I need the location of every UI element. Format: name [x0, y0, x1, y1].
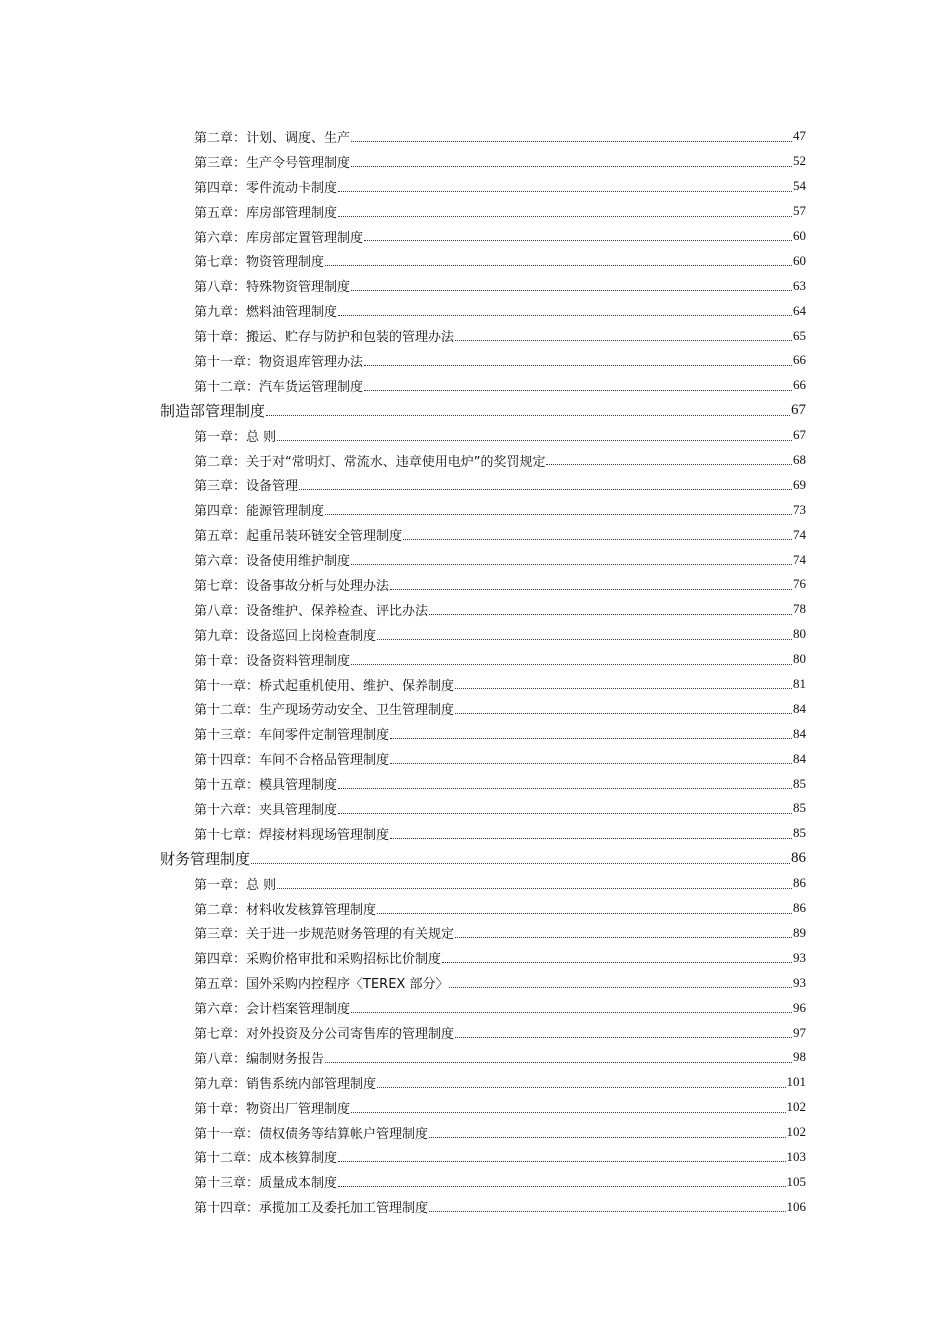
dot-leader [325, 513, 792, 515]
dot-leader [338, 812, 792, 814]
dot-leader [377, 1086, 785, 1088]
toc-entry-page-number: 101 [786, 1074, 806, 1090]
toc-entry-title: 第十章：物资出厂管理制度 [194, 1101, 351, 1117]
toc-entry-title: 第十三章：车间零件定制管理制度 [194, 728, 390, 744]
toc-entry-title: 第十章：设备资料管理制度 [194, 653, 351, 669]
toc-entry-title: 第三章：设备管理 [194, 479, 299, 495]
toc-entry-title: 第九章：燃料油管理制度 [194, 305, 338, 321]
toc-entry-title: 第十一章：债权债务等结算帐户管理制度 [194, 1126, 429, 1142]
dot-leader [546, 463, 792, 465]
toc-entry-page-number: 84 [793, 725, 806, 741]
dot-leader [455, 936, 792, 938]
toc-entry-title: 第九章：设备巡回上岗检查制度 [194, 628, 377, 644]
toc-entry-title: 第七章：对外投资及分公司寄售库的管理制度 [194, 1027, 455, 1042]
toc-entry-page-number: 96 [793, 999, 806, 1015]
toc-entry-title: 制造部管理制度 [160, 401, 266, 420]
toc-chapter-entry[interactable] [194, 696, 806, 721]
toc-chapter-entry[interactable] [194, 522, 806, 547]
toc-entry-page-number: 85 [793, 775, 806, 791]
toc-entry-page-number: 64 [793, 302, 806, 318]
dot-leader [277, 887, 792, 889]
toc-entry-page-number: 76 [793, 576, 806, 592]
toc-entry-title: 第二章：材料收发核算管理制度 [194, 902, 377, 918]
toc-entry-title: 第四章：采购价格审批和采购招标比价制度 [194, 952, 442, 968]
dot-leader [390, 737, 792, 739]
toc-section-entry[interactable] [160, 398, 806, 423]
toc-chapter-entry[interactable] [194, 672, 806, 697]
toc-entry-page-number: 85 [793, 825, 806, 841]
toc-entry-title: 第八章：设备维护、保养检查、评比办法 [194, 603, 429, 619]
toc-entry-title: 第十七章：焊接材料现场管理制度 [194, 827, 390, 843]
toc-entry-page-number: 52 [793, 153, 806, 169]
toc-entry-page-number: 85 [793, 800, 806, 816]
toc-chapter-entry[interactable] [194, 1095, 806, 1120]
dot-leader [377, 912, 792, 914]
toc-chapter-entry[interactable] [194, 1020, 806, 1045]
dot-leader [325, 264, 792, 266]
dot-leader [364, 389, 792, 391]
dot-leader [351, 1011, 792, 1013]
toc-entry-page-number: 47 [793, 128, 806, 144]
toc-chapter-entry[interactable] [194, 497, 806, 522]
toc-chapter-entry[interactable] [194, 1145, 806, 1170]
toc-entry-page-number: 105 [786, 1173, 806, 1189]
toc-entry-page-number: 73 [793, 501, 806, 517]
dot-leader [442, 961, 792, 963]
dot-leader [266, 414, 790, 416]
toc-entry-page-number: 60 [793, 228, 806, 243]
dot-leader [338, 1160, 785, 1162]
toc-entry-page-number: 80 [793, 626, 806, 642]
toc-chapter-entry[interactable] [194, 746, 806, 771]
toc-entry-title: 第七章：物资管理制度 [194, 255, 325, 271]
toc-entry-page-number: 74 [793, 551, 806, 567]
toc-entry-page-number: 86 [793, 875, 806, 891]
toc-entry-page-number: 86 [791, 849, 806, 866]
toc-chapter-entry[interactable] [194, 149, 806, 174]
dot-leader [338, 787, 792, 789]
toc-entry-page-number: 93 [793, 949, 806, 965]
dot-leader [429, 1136, 785, 1138]
dot-leader [390, 762, 792, 764]
toc-entry-page-number: 81 [793, 676, 806, 692]
toc-chapter-entry[interactable] [194, 1194, 806, 1219]
toc-chapter-entry[interactable] [194, 373, 806, 398]
toc-entry-page-number: 74 [793, 526, 806, 542]
toc-entry-title: 第七章：设备事故分析与处理办法 [194, 578, 390, 594]
toc-chapter-entry[interactable] [194, 423, 806, 448]
dot-leader [455, 339, 792, 341]
toc-entry-title: 第二章：关于对“常明灯、常流水、违章使用电炉”的奖罚规定 [194, 454, 546, 470]
toc-entry-title: 第六章：会计档案管理制度 [194, 1002, 351, 1018]
toc-entry-page-number: 102 [786, 1099, 806, 1115]
toc-chapter-entry[interactable] [194, 896, 806, 921]
toc-entry-page-number: 106 [786, 1198, 806, 1214]
toc-entry-page-number: 57 [793, 203, 806, 219]
toc-entry-title: 第十三章：质量成本制度 [194, 1176, 338, 1192]
toc-chapter-entry[interactable] [194, 970, 806, 995]
toc-entry-page-number: 93 [793, 974, 806, 990]
toc-entry-page-number: 84 [793, 700, 806, 716]
dot-leader [364, 364, 792, 366]
toc-chapter-entry[interactable] [194, 597, 806, 622]
toc-chapter-entry[interactable] [194, 871, 806, 896]
toc-entry-title: 第五章：国外采购内控程序〈TEREX 部分〉 [194, 977, 449, 993]
toc-chapter-entry[interactable] [194, 448, 806, 473]
toc-entry-page-number: 84 [793, 750, 806, 766]
toc-chapter-entry[interactable] [194, 622, 806, 647]
toc-entry-page-number: 86 [793, 900, 806, 916]
toc-entry-page-number: 89 [793, 924, 806, 940]
toc-chapter-entry[interactable] [194, 721, 806, 746]
toc-entry-page-number: 66 [793, 377, 806, 393]
dot-leader [429, 613, 792, 615]
toc-chapter-entry[interactable] [194, 796, 806, 821]
dot-leader [299, 488, 792, 490]
dot-leader [390, 588, 792, 590]
toc-chapter-entry[interactable] [194, 572, 806, 597]
toc-section-entry[interactable] [160, 846, 806, 871]
dot-leader [455, 687, 792, 689]
dot-leader [429, 1210, 785, 1212]
dot-leader [251, 862, 790, 864]
toc-chapter-entry[interactable] [194, 771, 806, 796]
toc-entry-page-number: 97 [793, 1024, 806, 1040]
toc-entry-page-number: 54 [793, 178, 806, 194]
toc-chapter-entry[interactable] [194, 323, 806, 348]
dot-leader [351, 663, 792, 665]
toc-entry-title: 第十五章：模具管理制度 [194, 778, 338, 794]
toc-entry-title: 第一章：总 则 [194, 877, 277, 893]
toc-entry-title: 第十章：搬运、贮存与防护和包装的管理办法 [194, 330, 455, 346]
toc-entry-title: 第二章：计划、调度、生产 [194, 130, 351, 146]
table-of-contents [0, 124, 950, 1219]
dot-leader [455, 1036, 792, 1038]
toc-entry-title: 第十四章：车间不合格品管理制度 [194, 753, 390, 769]
dot-leader [449, 986, 792, 988]
toc-chapter-entry[interactable] [194, 273, 806, 298]
toc-entry-title: 第三章：关于进一步规范财务管理的有关规定 [194, 927, 455, 943]
toc-chapter-entry[interactable] [194, 174, 806, 199]
toc-entry-page-number: 78 [793, 601, 806, 617]
toc-chapter-entry[interactable] [194, 547, 806, 572]
toc-chapter-entry[interactable] [194, 821, 806, 846]
toc-entry-title: 第十六章：夹具管理制度 [194, 802, 338, 818]
toc-entry-title: 第四章：零件流动卡制度 [194, 180, 338, 196]
toc-entry-page-number: 67 [793, 427, 806, 443]
dot-leader [455, 712, 792, 714]
toc-entry-title: 第五章：库房部管理制度 [194, 205, 338, 221]
toc-chapter-entry[interactable] [194, 248, 806, 273]
dot-leader [351, 165, 792, 167]
toc-entry-title: 第六章：库房部定置管理制度 [194, 230, 364, 246]
toc-entry-title: 第八章：特殊物资管理制度 [194, 280, 351, 296]
toc-entry-title: 第八章：编制财务报告 [194, 1051, 325, 1067]
dot-leader [338, 190, 792, 192]
dot-leader [351, 1111, 785, 1113]
toc-entry-page-number: 60 [793, 252, 806, 268]
toc-chapter-entry[interactable] [194, 1120, 806, 1145]
toc-entry-title: 第十一章：桥式起重机使用、维护、保养制度 [194, 678, 455, 694]
toc-entry-page-number: 80 [793, 651, 806, 667]
dot-leader [377, 638, 792, 640]
toc-chapter-entry[interactable] [194, 945, 806, 970]
toc-chapter-entry[interactable] [194, 224, 806, 249]
toc-entry-page-number: 98 [793, 1049, 806, 1065]
dot-leader [351, 289, 792, 291]
toc-entry-page-number: 102 [786, 1124, 806, 1140]
toc-entry-page-number: 103 [786, 1148, 806, 1164]
toc-entry-page-number: 68 [793, 452, 806, 468]
toc-entry-title: 第十二章：成本核算制度 [194, 1151, 338, 1167]
toc-entry-title: 第十一章：物资退库管理办法 [194, 354, 364, 370]
dot-leader [277, 439, 792, 441]
toc-chapter-entry[interactable] [194, 298, 806, 323]
toc-chapter-entry[interactable] [194, 995, 806, 1020]
dot-leader [351, 563, 792, 565]
dot-leader [403, 538, 792, 540]
dot-leader [364, 239, 792, 241]
toc-chapter-entry[interactable] [194, 124, 806, 149]
toc-entry-title: 第十二章：汽车货运管理制度 [194, 379, 364, 395]
toc-chapter-entry[interactable] [194, 921, 806, 946]
toc-entry-title: 第十二章：生产现场劳动安全、卫生管理制度 [194, 703, 455, 719]
toc-entry-title: 第六章：设备使用维护制度 [194, 554, 351, 570]
toc-entry-title: 第四章：能源管理制度 [194, 504, 325, 520]
toc-entry-title: 第一章：总 则 [194, 429, 277, 445]
dot-leader [338, 215, 792, 217]
toc-entry-page-number: 66 [793, 352, 806, 368]
toc-entry-title: 第十四章：承揽加工及委托加工管理制度 [194, 1201, 429, 1217]
toc-chapter-entry[interactable] [194, 199, 806, 224]
toc-chapter-entry[interactable] [194, 1169, 806, 1194]
dot-leader [390, 837, 792, 839]
toc-chapter-entry[interactable] [194, 472, 806, 497]
toc-chapter-entry[interactable] [194, 348, 806, 373]
toc-chapter-entry[interactable] [194, 1070, 806, 1095]
dot-leader [351, 140, 792, 142]
dot-leader [338, 314, 792, 316]
toc-chapter-entry[interactable] [194, 647, 806, 672]
dot-leader [338, 1185, 785, 1187]
toc-entry-title: 第九章：销售系统内部管理制度 [194, 1076, 377, 1092]
toc-entry-page-number: 65 [793, 327, 806, 343]
toc-entry-title: 第五章：起重吊装环链安全管理制度 [194, 529, 403, 545]
toc-chapter-entry[interactable] [194, 1045, 806, 1070]
toc-entry-page-number: 69 [793, 476, 806, 492]
toc-entry-title: 第三章：生产令号管理制度 [194, 155, 351, 171]
toc-entry-page-number: 63 [793, 277, 806, 293]
toc-entry-title: 财务管理制度 [160, 849, 251, 868]
toc-entry-page-number: 67 [791, 401, 806, 418]
dot-leader [325, 1061, 792, 1063]
